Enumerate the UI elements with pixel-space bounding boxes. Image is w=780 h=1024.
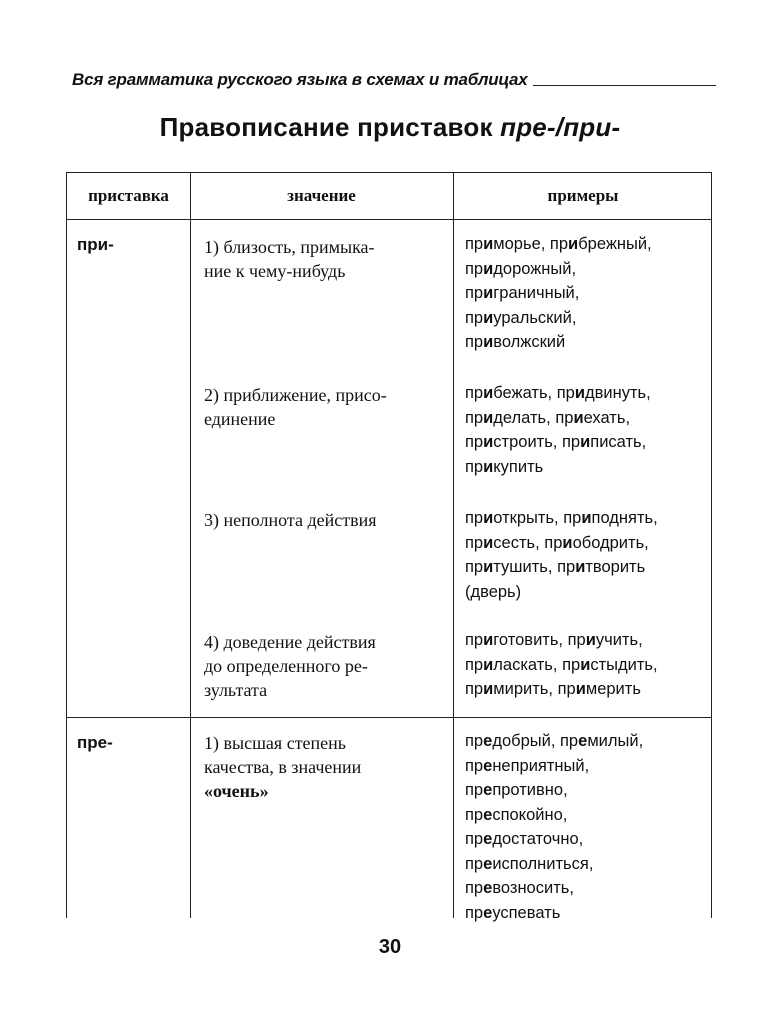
example-word: (дверь) xyxy=(465,582,522,601)
example-line xyxy=(465,381,711,406)
example-line xyxy=(465,852,711,877)
example-word: приготовить, xyxy=(465,631,568,649)
running-header xyxy=(72,66,716,90)
example-word: приехать, xyxy=(555,408,631,427)
example-word: приуральский, xyxy=(465,308,577,327)
highlighted-vowel: е xyxy=(578,732,588,750)
highlighted-vowel: и xyxy=(483,333,494,351)
highlighted-vowel: и xyxy=(483,308,494,327)
example-line xyxy=(465,628,711,653)
example-word: придвинуть, xyxy=(556,384,651,402)
meaning-cell xyxy=(204,235,448,283)
header-prefix: приставка xyxy=(88,186,169,205)
highlighted-vowel: и xyxy=(483,235,494,253)
example-line xyxy=(465,754,711,779)
example-line xyxy=(465,257,711,282)
example-word: притушить, xyxy=(465,558,558,576)
example-word: приволжский xyxy=(465,333,566,351)
example-word: приморье, xyxy=(465,235,550,253)
highlighted-vowel: е xyxy=(483,756,493,775)
prefix-pre: пре- xyxy=(77,733,113,752)
highlighted-vowel: и xyxy=(575,558,586,576)
example-line xyxy=(465,430,711,455)
examples-cell xyxy=(465,729,711,925)
header-meaning: значение xyxy=(287,186,356,205)
highlighted-vowel: и xyxy=(483,631,494,649)
prefix-table xyxy=(66,172,712,922)
highlighted-vowel: е xyxy=(483,879,493,897)
highlighted-vowel: и xyxy=(581,509,592,527)
meaning-line: 2) приближение, присо- xyxy=(204,385,387,405)
meaning-line: единение xyxy=(204,409,276,429)
examples-cell xyxy=(465,628,711,702)
meaning-line: 3) неполнота действия xyxy=(204,510,377,530)
example-word: преисполниться, xyxy=(465,854,594,873)
example-line xyxy=(465,306,711,331)
meaning-line: качества, в значении xyxy=(204,757,362,777)
highlighted-vowel: е xyxy=(483,903,493,922)
example-word: приподнять, xyxy=(563,509,658,527)
highlighted-vowel: и xyxy=(483,680,494,698)
group-rule xyxy=(67,717,711,718)
example-word: прибрежный, xyxy=(549,235,652,253)
example-line xyxy=(465,729,711,754)
example-line xyxy=(465,406,711,431)
highlighted-vowel: и xyxy=(585,631,596,649)
example-word: пристроить, xyxy=(465,433,562,451)
prefix-pri: при- xyxy=(77,235,114,254)
highlighted-vowel: и xyxy=(483,433,494,451)
examples-cell xyxy=(465,506,711,604)
example-word: премилый, xyxy=(560,732,644,750)
highlighted-vowel: и xyxy=(568,235,579,253)
example-word: притворить xyxy=(557,558,646,576)
example-line xyxy=(465,803,711,828)
example-line xyxy=(465,827,711,852)
example-word: приграничный, xyxy=(465,284,580,302)
meaning-emphasis: «очень» xyxy=(204,781,269,801)
meaning-line: зультата xyxy=(204,680,268,700)
highlighted-vowel: и xyxy=(483,509,494,527)
highlighted-vowel: и xyxy=(483,533,494,552)
example-line xyxy=(465,330,711,355)
meaning-line: до определенного ре- xyxy=(204,656,368,676)
meaning-cell xyxy=(204,630,448,702)
page-title-italic: пре-/при- xyxy=(500,112,621,142)
highlighted-vowel: и xyxy=(574,384,585,402)
highlighted-vowel: и xyxy=(483,259,494,278)
example-word: препротивно, xyxy=(465,781,568,799)
example-word: преспокойно, xyxy=(465,805,568,824)
running-header-rule xyxy=(533,85,716,86)
highlighted-vowel: е xyxy=(483,830,493,848)
header-rule xyxy=(67,219,711,220)
highlighted-vowel: и xyxy=(580,433,591,451)
meaning-cell xyxy=(204,508,448,532)
highlighted-vowel: и xyxy=(483,408,494,427)
meaning-line: 1) близость, примыка- xyxy=(204,237,375,257)
highlighted-vowel: и xyxy=(483,384,494,402)
examples-cell xyxy=(465,381,711,479)
example-line xyxy=(465,232,711,257)
example-word: превозносить, xyxy=(465,879,574,897)
highlighted-vowel: е xyxy=(483,732,493,750)
example-line xyxy=(465,901,711,926)
meaning-line: 4) доведение действия xyxy=(204,632,376,652)
page-title xyxy=(0,112,780,143)
meaning-cell xyxy=(204,731,448,803)
example-word: примерить xyxy=(557,680,641,698)
highlighted-vowel: и xyxy=(483,457,494,476)
example-line xyxy=(465,580,711,605)
column-divider xyxy=(453,173,454,918)
page-number: 30 xyxy=(378,936,402,958)
example-word: примирить, xyxy=(465,680,558,698)
column-divider xyxy=(190,173,191,918)
example-line xyxy=(465,455,711,480)
highlighted-vowel: и xyxy=(483,655,494,674)
running-header-text: Вся грамматика русского языка в схемах и таблицах xyxy=(72,70,528,89)
example-line xyxy=(465,555,711,580)
example-word: придорожный, xyxy=(465,259,577,278)
highlighted-vowel: е xyxy=(483,854,493,873)
example-line xyxy=(465,506,711,531)
highlighted-vowel: и xyxy=(580,655,591,674)
highlighted-vowel: и xyxy=(562,533,573,552)
example-line xyxy=(465,778,711,803)
example-word: приучить, xyxy=(567,631,643,649)
example-line xyxy=(465,876,711,901)
example-word: приободрить, xyxy=(544,533,649,552)
header-examples: примеры xyxy=(547,186,619,205)
meaning-line: ние к чему-нибудь xyxy=(204,261,346,281)
highlighted-vowel: и xyxy=(483,558,494,576)
example-line xyxy=(465,281,711,306)
example-word: пренеприятный, xyxy=(465,756,590,775)
example-word: пристыдить, xyxy=(562,655,658,674)
example-word: приделать, xyxy=(465,408,556,427)
examples-cell xyxy=(465,232,711,355)
example-line xyxy=(465,653,711,678)
highlighted-vowel: е xyxy=(483,781,493,799)
meaning-cell xyxy=(204,383,448,431)
example-line xyxy=(465,677,711,702)
example-word: преуспевать xyxy=(465,903,561,922)
highlighted-vowel: и xyxy=(575,680,586,698)
example-line xyxy=(465,531,711,556)
example-word: прибежать, xyxy=(465,384,557,402)
example-word: приписать, xyxy=(561,433,647,451)
page-title-main: Правописание приставок xyxy=(159,112,501,142)
example-word: предобрый, xyxy=(465,732,560,750)
highlighted-vowel: и xyxy=(573,408,584,427)
highlighted-vowel: и xyxy=(483,284,494,302)
example-word: приласкать, xyxy=(465,655,563,674)
example-word: приоткрыть, xyxy=(465,509,564,527)
meaning-line: 1) высшая степень xyxy=(204,733,347,753)
example-word: прикупить xyxy=(465,457,544,476)
highlighted-vowel: е xyxy=(483,805,493,824)
example-word: предостаточно, xyxy=(465,830,584,848)
example-word: присесть, xyxy=(465,533,545,552)
